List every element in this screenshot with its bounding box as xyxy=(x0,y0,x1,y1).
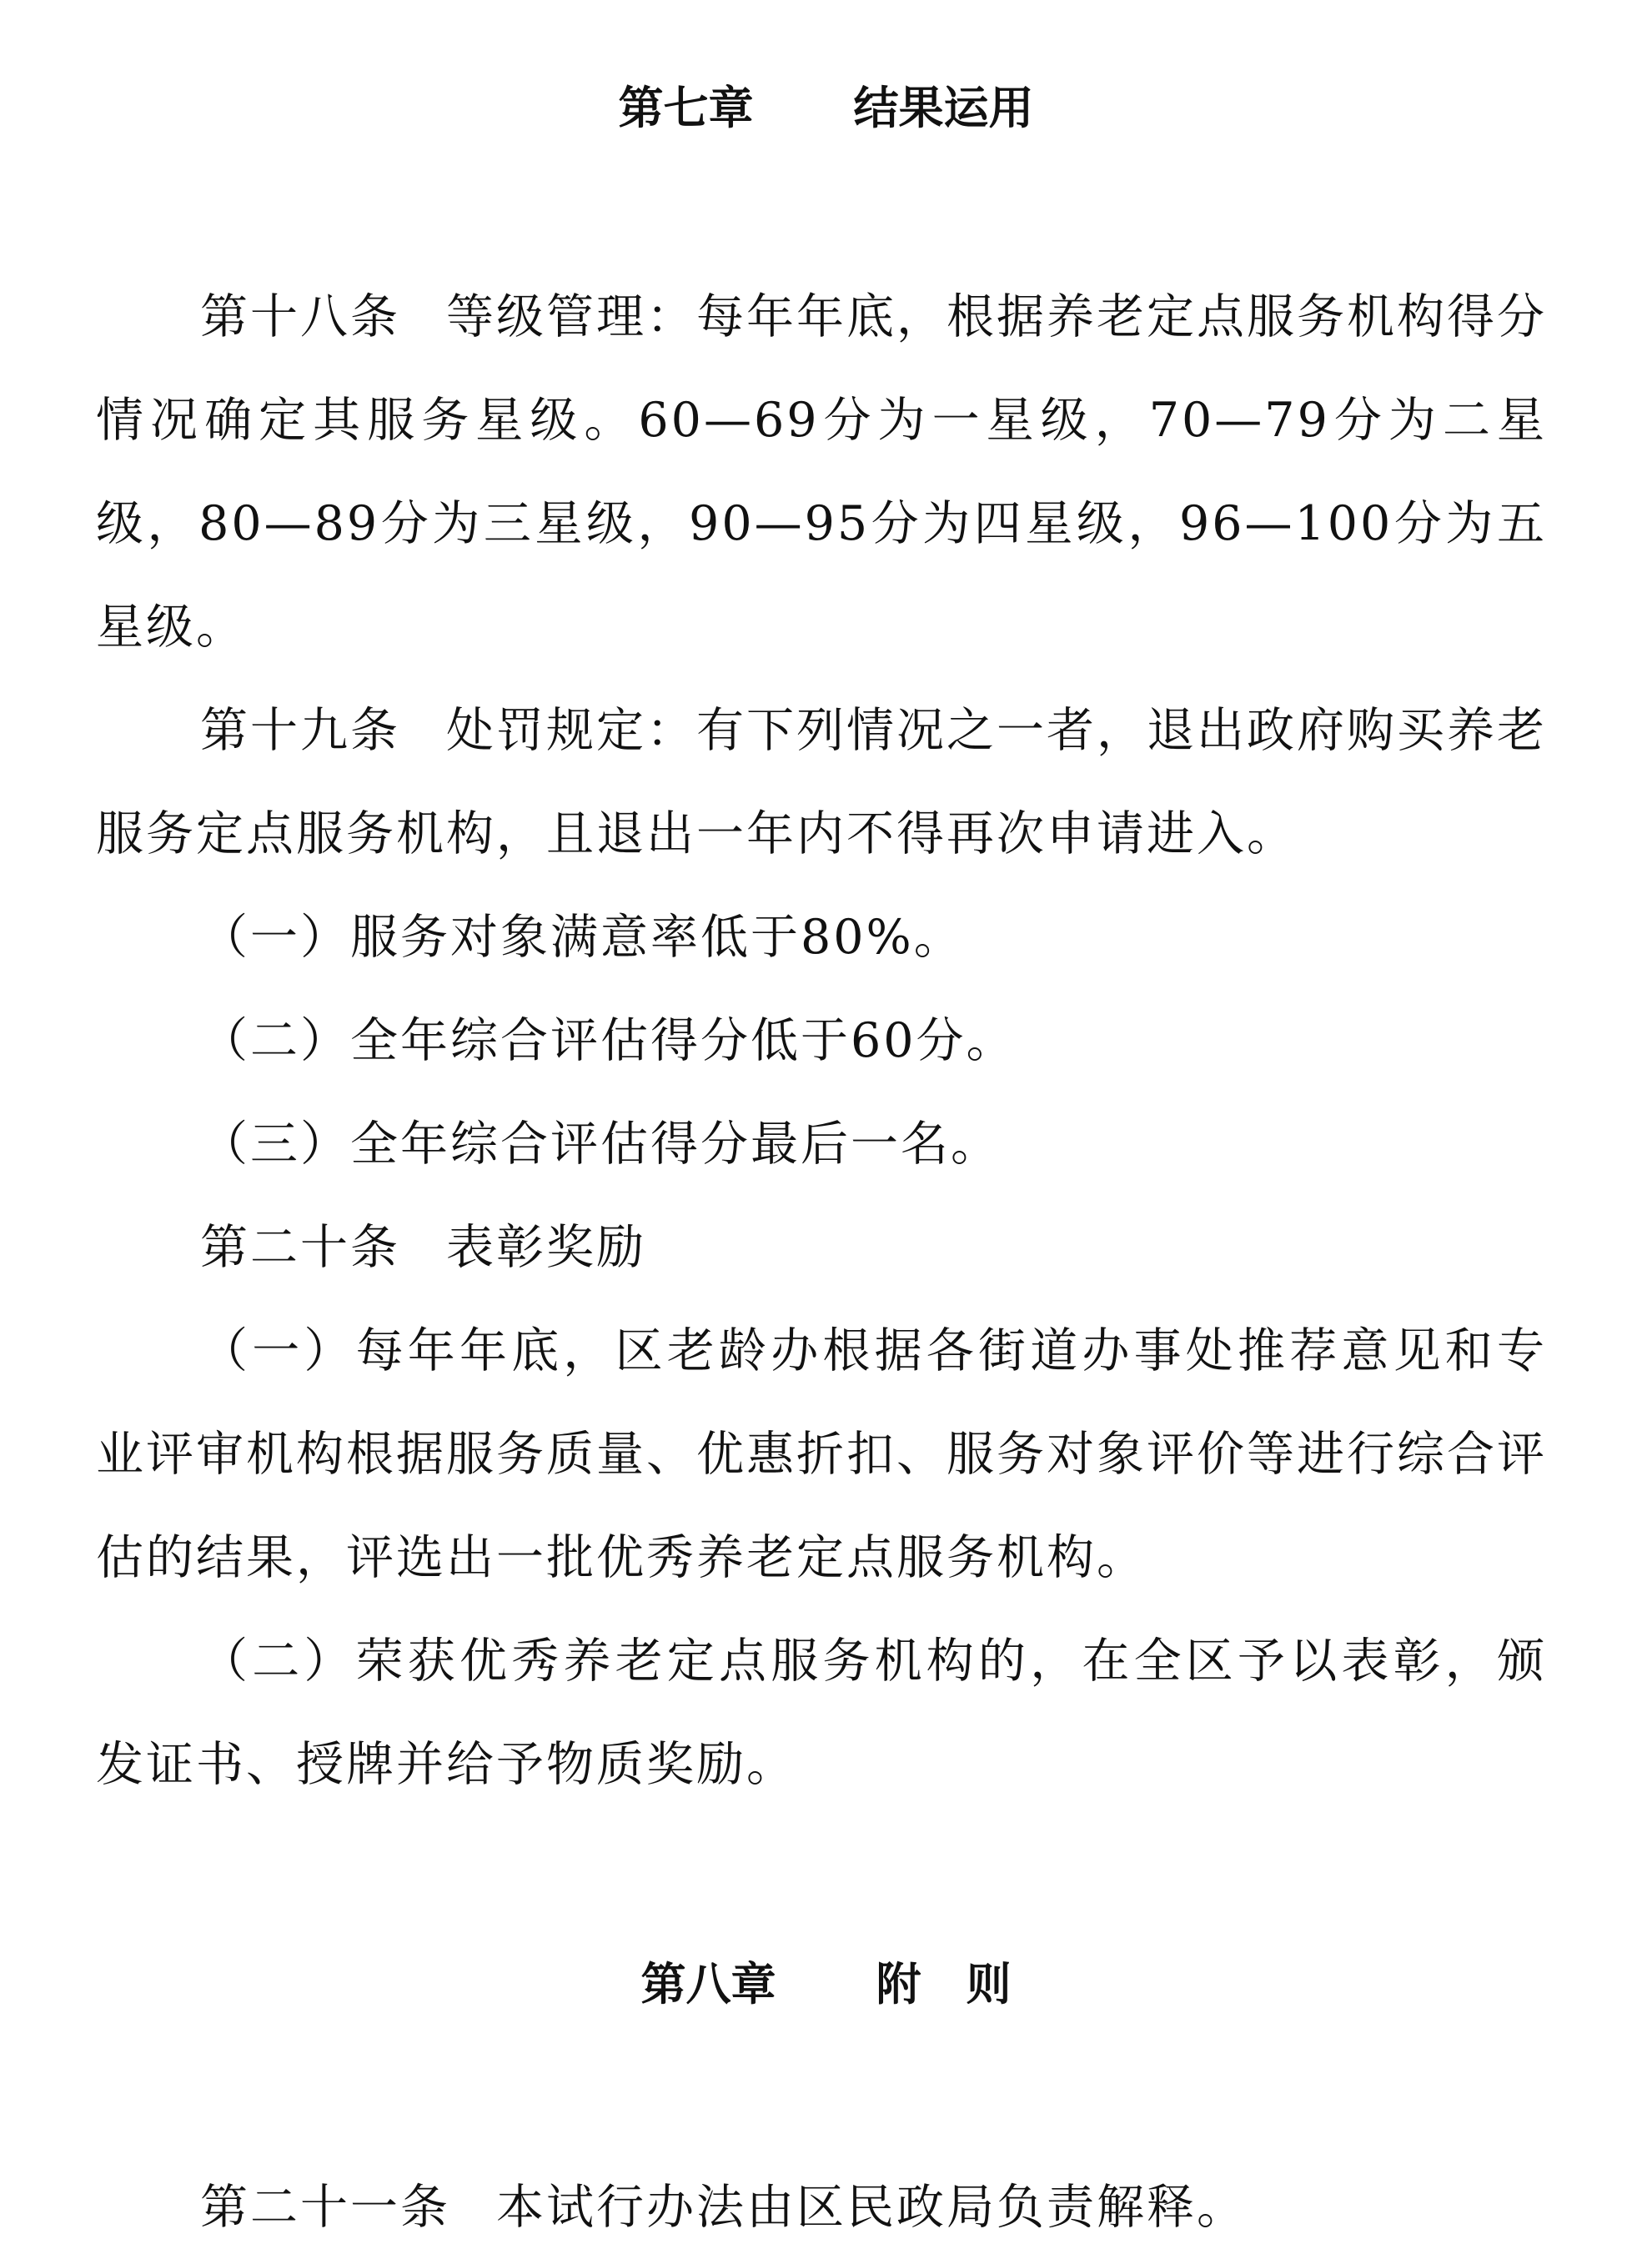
article-20 xyxy=(96,1196,1547,1299)
chapter-7-number: 第七章 xyxy=(618,82,754,134)
chapter-8-number: 第八章 xyxy=(640,1958,776,2011)
chapter-7-title: 结果运用 xyxy=(853,82,1034,134)
article-20-label: 第二十条 xyxy=(200,1220,400,1275)
chapter-8-body xyxy=(96,2156,1547,2259)
article-20-text: 表彰奖励 xyxy=(446,1220,646,1275)
article-20-item-1: （一）每年年底，区老龄办根据各街道办事处推荐意见和专业评审机构根据服务质量、优惠折扣、服务对象评价等进行综合评估的结果，评选出一批优秀养老定点服务机构。 xyxy=(96,1323,1547,1585)
article-19-text: 处罚规定：有下列情况之一者，退出政府购买养老服务定点服务机构，且退出一年内不得再次申请进入。 xyxy=(96,703,1547,861)
article-19 xyxy=(96,679,1547,886)
chapter-8-title: 附 则 xyxy=(876,1958,1012,2011)
article-20-item-2: （二）荣获优秀养老定点服务机构的，在全区予以表彰，颁发证书、授牌并给予物质奖励。 xyxy=(96,1634,1547,1792)
chapter-8-heading xyxy=(0,1955,1652,2014)
chapter-7-heading xyxy=(0,79,1652,138)
article-19-label: 第十九条 xyxy=(200,703,400,758)
article-21 xyxy=(96,2156,1547,2259)
chapter-7-body xyxy=(96,265,1547,1816)
article-18 xyxy=(96,265,1547,679)
article-21-label: 第二十一条 xyxy=(200,2180,450,2235)
article-19-item-3: （三）全年综合评估得分最后一名。 xyxy=(200,1117,1001,1172)
article-19-item-1: （一）服务对象满意率低于80%。 xyxy=(200,910,964,965)
article-21-text: 本试行办法由区民政局负责解释。 xyxy=(496,2180,1247,2235)
article-18-text: 等级管理：每年年底，根据养老定点服务机构得分情况确定其服务星级。60—69分为一星级，70—79分为二星级，80—89分为三星级，90—95分为四星级，96—100分为五星级。 xyxy=(96,289,1547,655)
article-18-label: 第十八条 xyxy=(200,289,400,344)
article-19-item-2: （二）全年综合评估得分低于60分。 xyxy=(200,1013,1017,1068)
